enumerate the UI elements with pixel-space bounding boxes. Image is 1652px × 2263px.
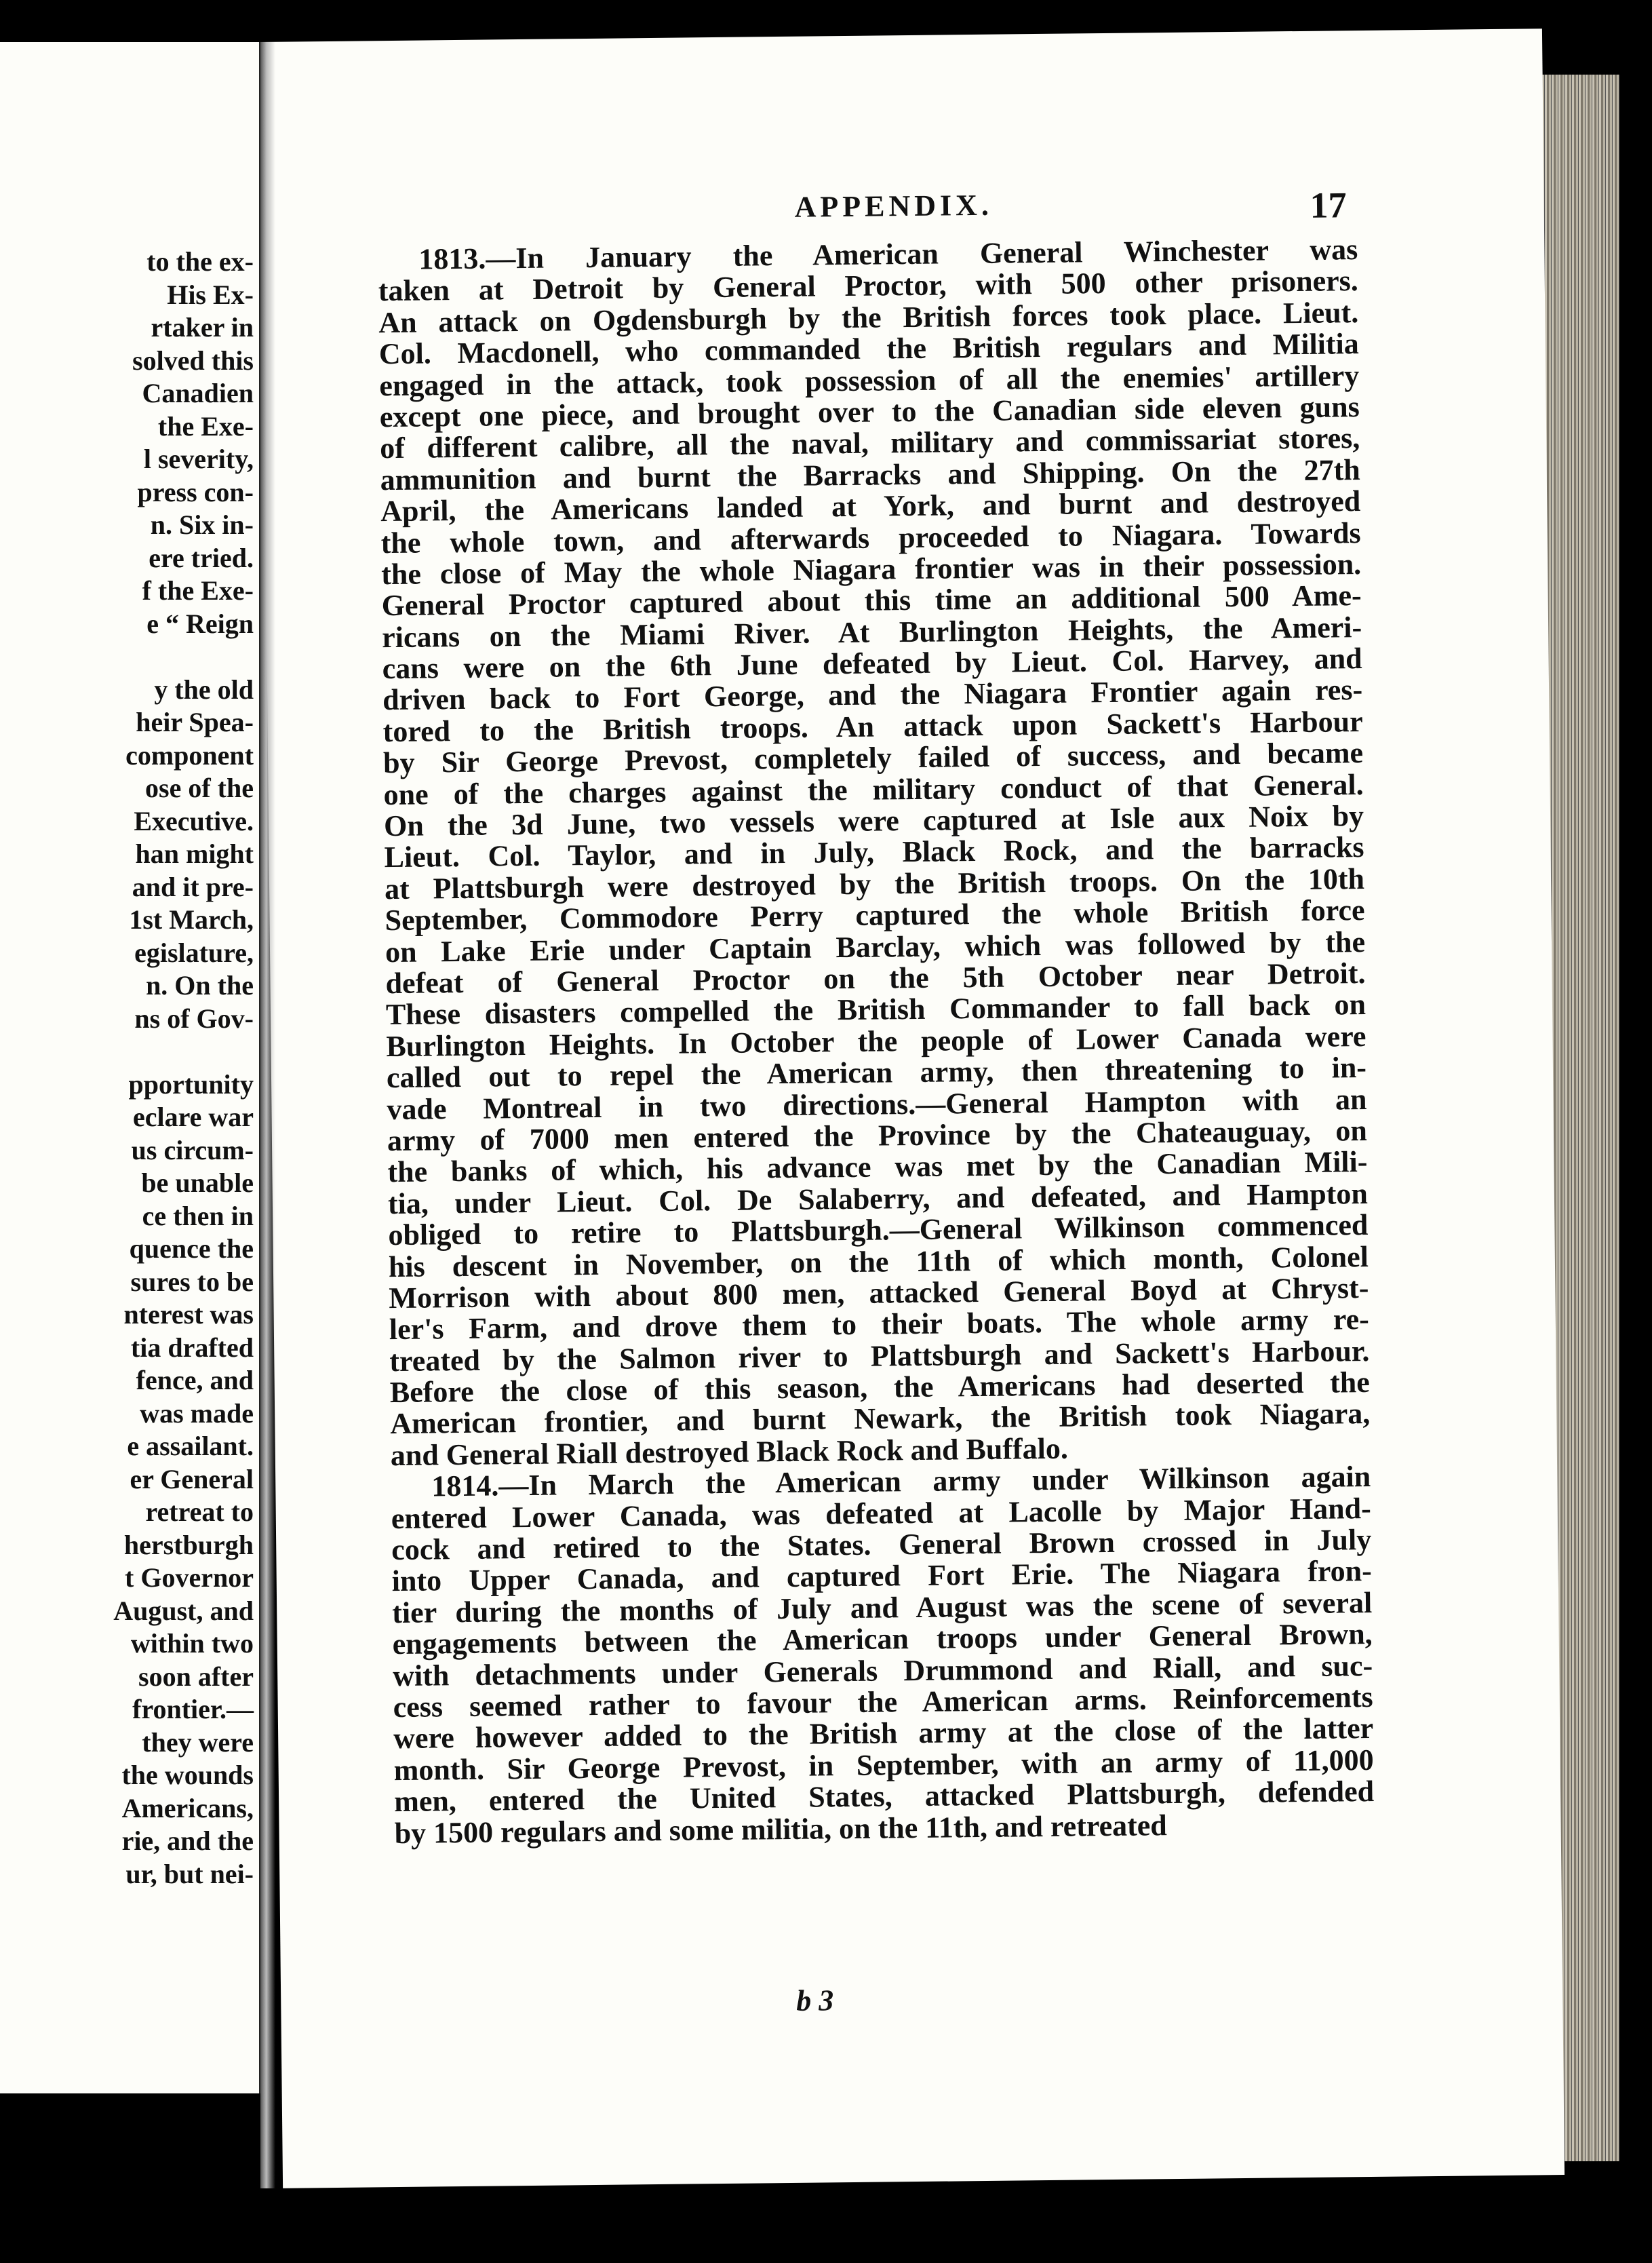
text-line: by Sir George Prevost, completely failed of success, and became	[382, 736, 1364, 780]
left-text-line: Canadien	[142, 378, 254, 408]
left-text-line: rtaker in	[151, 312, 254, 343]
left-text-line: August, and	[113, 1595, 254, 1626]
left-text-line: f the Exe-	[142, 575, 254, 606]
text-line: ler's Farm, and drove them to their boats. The whole army re-	[389, 1302, 1370, 1347]
left-text-line: l severity,	[143, 444, 254, 474]
text-line: on Lake Erie under Captain Barclay, which was followed by the	[385, 925, 1366, 969]
left-text-line: Executive.	[134, 805, 254, 836]
left-text-line: press con-	[137, 476, 254, 507]
left-text-line: n. Six in-	[150, 509, 254, 540]
text-line: the close of May the whole Niagara frontier was in their possession.	[380, 547, 1362, 592]
left-text-line: ose of the	[145, 773, 254, 803]
left-text-line: to the ex-	[146, 246, 254, 277]
left-text-line: ur, but nei-	[125, 1858, 254, 1889]
left-text-line: ce then in	[142, 1200, 254, 1231]
right-page	[260, 28, 1565, 2188]
appendix-body-text	[378, 234, 1375, 1849]
text-line: On the 3d June, two vessels were captured at Isle aux Noix by	[383, 799, 1364, 843]
left-text-line: they were	[142, 1726, 254, 1758]
text-line: Morrison with about 800 men, attacked General Boyd at Chryst-	[389, 1271, 1369, 1315]
left-page	[0, 42, 263, 2093]
text-line: cess seemed rather to favour the American arms. Reinforcements	[393, 1680, 1373, 1724]
left-text-line: rie, and the	[121, 1825, 254, 1856]
text-line: cock and retired to the States. General Brown crossed in July	[391, 1522, 1372, 1567]
left-text-line: heir Spea-	[136, 707, 254, 737]
left-text-line	[113, 640, 254, 674]
left-text-line: fence, and	[136, 1365, 254, 1395]
left-text-line: quence the	[129, 1233, 254, 1264]
left-text-line: within two	[130, 1628, 254, 1659]
left-text-line: er General	[130, 1463, 254, 1494]
text-line: the whole town, and afterwards proceeded to Niagara. Towards	[380, 516, 1361, 560]
left-text-line: the wounds	[121, 1760, 254, 1790]
left-text-line: retreat to	[145, 1496, 254, 1527]
text-line: General Proctor captured about this time an additional 500 Ame-	[381, 579, 1362, 623]
left-text-line: and it pre-	[132, 871, 254, 902]
left-text-line: ere tried.	[149, 542, 254, 573]
text-line: and General Riall destroyed Black Rock and Buffalo.	[390, 1431, 1069, 1472]
text-line: driven back to Fort George, and the Niagara Frontier again res-	[382, 673, 1363, 717]
left-text-line: e “ Reign	[146, 608, 254, 639]
text-line: into Upper Canada, and captured Fort Erie. The Niagara fron-	[391, 1554, 1372, 1598]
text-line: April, the Americans landed at York, and burnt and destroyed	[380, 484, 1361, 528]
left-text-line: Americans,	[121, 1792, 254, 1823]
text-line: ricans on the Miami River. At Burlington Heights, the Ameri-	[381, 610, 1362, 654]
left-text-line: han might	[135, 838, 254, 869]
left-text-line: eclare war	[132, 1102, 254, 1132]
text-line: one of the charges against the military conduct of that General.	[383, 767, 1364, 811]
spine-shadow	[260, 42, 275, 2188]
text-line: called out to repel the American army, then threatening to in-	[386, 1051, 1367, 1095]
text-line: ammunition and burnt the Barracks and Shipping. On the 27th	[380, 452, 1360, 497]
left-text-line: y the old	[154, 674, 254, 705]
text-line: Lieut. Col. Taylor, and in July, Black Rock, and the barracks	[384, 830, 1364, 874]
left-text-line: egislature,	[134, 937, 254, 968]
left-text-line: be unable	[141, 1167, 254, 1198]
left-text-line: tia drafted	[130, 1332, 254, 1363]
text-line: month. Sir George Prevost, in September, with an army of 11,000	[393, 1743, 1374, 1787]
text-line: with detachments under Generals Drummond and Riall, and suc-	[392, 1648, 1373, 1693]
text-line: tier during the months of July and August was the scene of several	[392, 1585, 1373, 1629]
text-line: 1813.—In January the American General Winchester was	[418, 233, 1358, 276]
left-text-line: ns of Gov-	[134, 1003, 254, 1034]
text-line: by 1500 regulars and some militia, on the 11th, and retreated	[394, 1808, 1167, 1850]
text-line: Before the close of this season, the Americans had deserted the	[389, 1366, 1371, 1410]
left-text-line: n. On the	[146, 970, 254, 1001]
left-text-line: component	[125, 739, 254, 771]
text-line: entered Lower Canada, was defeated at Lacolle by Major Hand-	[391, 1491, 1371, 1535]
left-text-line	[113, 1035, 254, 1068]
left-text-line: t Governor	[125, 1562, 254, 1593]
text-line: Burlington Heights. In October the people of Lower Canada were	[386, 1019, 1366, 1063]
text-line: September, Commodore Perry captured the whole British force	[385, 893, 1365, 937]
text-line: obliged to retire to Plattsburgh.—General Wilkinson commenced	[388, 1208, 1369, 1252]
left-text-line: His Ex-	[167, 279, 254, 310]
text-line: Col. Macdonell, who commanded the British regulars and Militia	[378, 327, 1360, 371]
left-text-line: e assailant.	[127, 1431, 254, 1461]
text-line: army of 7000 men entered the Province by the Chateauguay, on	[387, 1113, 1368, 1158]
left-text-line: 1st March,	[129, 904, 254, 935]
left-text-line: solved this	[132, 345, 254, 376]
left-text-line: the Exe-	[157, 410, 254, 442]
text-line: of different calibre, all the naval, military and commissariat stores,	[380, 421, 1360, 465]
signature-mark: b 3	[796, 1984, 834, 2017]
left-text-line: was made	[140, 1397, 254, 1429]
text-line: tored to the British troops. An attack upon Sackett's Harbour	[382, 704, 1363, 749]
left-page-text-fragments	[113, 246, 254, 1891]
text-line: were however added to the British army at the close of the latter	[393, 1711, 1374, 1756]
text-line: the banks of which, his advance was met by the Canadian Mili-	[387, 1145, 1368, 1189]
page-number: 17	[1310, 185, 1347, 226]
text-line: cans were on the 6th June defeated by Lieut. Col. Harvey, and	[382, 642, 1362, 686]
text-line: 1814.—In March the American army under Wilkinson again	[431, 1460, 1371, 1503]
text-line: his descent in November, on the 11th of which month, Colonel	[388, 1239, 1369, 1283]
running-title: APPENDIX.	[794, 188, 994, 224]
text-line: An attack on Ogdensburgh by the British forces took place. Lieut.	[378, 295, 1359, 339]
left-text-line: nterest was	[123, 1299, 254, 1330]
text-line: except one piece, and brought over to the Canadian side eleven guns	[379, 390, 1360, 434]
text-line: treated by the Salmon river to Plattsburgh and Sackett's Harbour.	[389, 1334, 1370, 1378]
text-line: defeat of General Proctor on the 5th October near Detroit.	[385, 956, 1366, 1001]
text-line: tia, under Lieut. Col. De Salaberry, and defeated, and Hampton	[387, 1176, 1369, 1220]
text-line: vade Montreal in two directions.—General Hampton with an	[387, 1082, 1367, 1126]
left-text-line: herstburgh	[123, 1529, 254, 1560]
text-line: at Plattsburgh were destroyed by the British troops. On the 10th	[384, 862, 1365, 906]
text-line: engaged in the attack, took possession of all the enemies' artillery	[379, 358, 1360, 402]
left-text-line: frontier.—	[132, 1694, 254, 1724]
text-line: engagements between the American troops under General Brown,	[392, 1617, 1373, 1661]
text-line: American frontier, and burnt Newark, the British took Niagara,	[390, 1397, 1371, 1441]
left-text-line: sures to be	[130, 1266, 254, 1297]
left-text-line: pportunity	[128, 1068, 254, 1100]
text-line: men, entered the United States, attacked Plattsburgh, defended	[393, 1775, 1375, 1819]
left-text-line: soon after	[138, 1661, 254, 1692]
left-text-line: us circum-	[131, 1134, 254, 1165]
text-line: These disasters compelled the British Commander to fall back on	[385, 988, 1366, 1032]
text-line: taken at Detroit by General Proctor, with 500 other prisoners.	[378, 264, 1359, 308]
